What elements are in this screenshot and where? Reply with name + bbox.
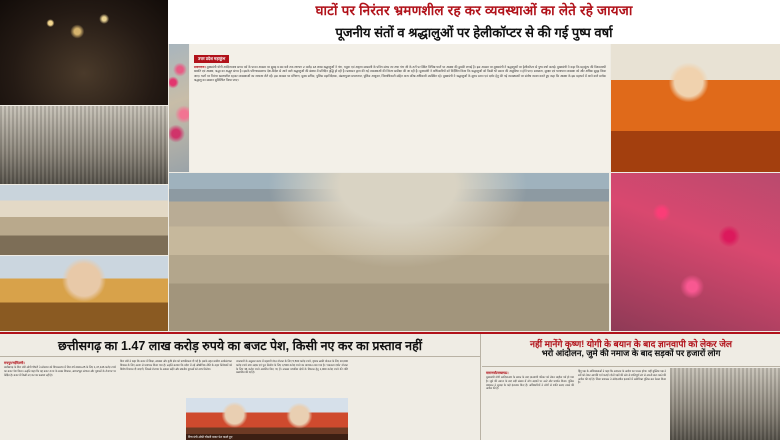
photo-helicopter-petal-rain [611, 173, 780, 331]
column-divider [480, 334, 481, 440]
photo-priest-flower-shower [611, 44, 780, 172]
lead-article [190, 44, 610, 172]
br-column-1-head: वाराणसी/लखनऊ। [486, 371, 509, 375]
br-column-1-text: मुख्यमंत्री योगी आदित्यनाथ के बयान के बाद ज्ञानवापी परिसर को लेकर माहौल गर्म हो गया है। जुमे की नमाज के बाद बड़ी संख्या में लोग सड़कों पर उतरे और प्रदर्शन किया। पुलिस प्रशासन ने सुरक्षा के कड़े इंतजाम किए हैं। अधिकारियों ने लोगों से शांति बनाए रखने की अपील की है। [486, 376, 574, 391]
photo-bathing-ghat-pilgrims [169, 44, 189, 172]
top-headline-black-text: पूजनीय संतों व श्रद्धालुओं पर हेलीकॉप्टर से की गई पुष्प वर्षा [335, 24, 613, 40]
bl-column-1-head: रायपुर/नईदिल्ली। [4, 361, 25, 365]
photo-finance-minister-caption: वित्त मंत्री ओपी चौधरी बजट पेश करते हुए [186, 434, 348, 440]
photo-protest-crowd [670, 368, 780, 440]
bottom-right-headline [482, 334, 780, 364]
bottom-right-headline-red: नहीं मानेंगे कृष्ण! योगी के बयान के बाद ज्ञानवापी को लेकर जेल [530, 338, 732, 349]
bl-column-1 [4, 360, 116, 438]
bottom-left-rule [0, 356, 480, 357]
top-headline-black [168, 22, 780, 44]
article-kicker: उत्तर प्रदेश महाकुंभ [194, 55, 229, 63]
photo-night-aerial-ghat [0, 0, 168, 105]
photo-crowd-night-stage [0, 106, 168, 184]
photo-policeman-sadhu [0, 256, 168, 331]
bl-column-3-text: जानकारी के अनुसार बजट में महतारी वंदन योजना के लिए 5,500 करोड़ रुपये, कृषक उन्नति योजना के लिए 10,000 करोड़ रुपये तथा सड़क एवं पुल निर्माण के लिए 4,500 करोड़ रुपये का प्रावधान रखा गया है। 'रामलला दर्शन' योजना के लिए 36 करोड़ रुपये आवंटित किए गए हैं। नक्सल प्रभावित क्षेत्रों के विकास हेतु 1,000 करोड़ रुपये की राशि प्रस्तावित की गई है। [236, 360, 348, 375]
bottom-left-headline-text: छत्तीसगढ़ का 1.47 लाख करोड़ रुपये का बजट पेश, किसी नए कर का प्रस्ताव नहीं [58, 338, 422, 353]
article-dateline: प्रयागराज। [194, 65, 206, 69]
article-body: मुख्यमंत्री योगी आदित्यनाथ सगम पर्व के पावन अवसर पर सुबह 6:00 बजे तक लगभग 2 करोड़ 18 लाख श्रद्धालुओं ने गंगा, यमुना एवं अदृश्य सरस्वती के पवित्र संगम तट तथा गंगा जी के तटों पर स्थित विभिन्न घाटों पर आस्था की डुबकी लगाई है। इस अवसर पर मुख्यमंत्री ने श्रद्धालुओं पर हेलीकॉप्टर से पुष्प वर्षा कराई। मुख्यमंत्री ने कहा कि महाकुंभ की विश्वव्यापी ख्याति एवं आस्था, श्रद्धा का अद्भुत संगम है। इसके परिणामस्वरूप देश-विदेश से आने वाले श्रद्धालुओं की संख्या में प्रतिदिन वृद्धि हो रही है। प्रशासन द्वारा की गई व्यवस्थाओं की निरंतर समीक्षा की जा रही है। मुख्यमंत्री ने अधिकारियों को निर्देशित किया कि श्रद्धालुओं को किसी भी प्रकार की असुविधा न होने पाए। स्वच्छता, सुरक्षा एवं यातायात व्यवस्था को और अधिक सुदृढ़ किया जाए। घाटों पर निरंतर भ्रमणशील रहकर व्यवस्थाओं का जायजा लेते रहें। इस अवसर पर मंत्रिगण, मुख्य सचिव, पुलिस महानिदेशक, मंडलायुक्त प्रयागराज, पुलिस आयुक्त, जिलाधिकारी सहित अन्य वरिष्ठ अधिकारी उपस्थित रहे। मुख्यमंत्री ने श्रद्धालुओं के सुगम स्नान एवं दर्शन हेतु की गई व्यवस्थाओं पर संतोष व्यक्त करते हुए कहा कि आस्था के इस महापर्व में आने वाले प्रत्येक श्रद्धालु का सम्मान सुनिश्चित किया जाए। [194, 65, 606, 83]
bottom-left-headline [0, 336, 480, 354]
top-headline-red [168, 0, 780, 22]
article-dateline-line [194, 65, 606, 83]
bl-column-2-text: वित्त मंत्री ने कहा कि बजट में शिक्षा, स्वास्थ्य और कृषि क्षेत्र को प्राथमिकता दी गई है। इसके तहत ग्रामीण अधोसंरचना विकास के लिए अलग से प्रावधान किया गया है। उन्होंने बताया कि प्रदेश में नई औद्योगिक नीति के तहत निवेशकों को विशेष रियायत दी जाएगी, जिससे रोजगार के अवसर बढ़ेंगे और स्थानीय युवाओं को लाभ मिलेगा। [120, 360, 232, 371]
bottom-right-headline-black: भरो आंदोलन, जुमे की नमाज के बाद सड़कों पर हजारों लोग [541, 348, 721, 359]
photo-sangam-aerial-crowd [169, 173, 609, 331]
br-column-2-text: हिंदू पक्ष के अधिवक्ताओं ने कहा कि अदालत के आदेश का पालन होगा। वहीं मुस्लिम पक्ष ने सर्वे को लेकर आपत्ति दर्ज कराई। दोनों पक्षों की ओर से शांतिपूर्ण ढंग से अपनी बात रखने की अपील की गई है। जिला प्रशासन ने संवेदनशील इलाकों में अतिरिक्त पुलिस बल तैनात किया है। [578, 370, 666, 385]
top-headline-red-text: घाटों पर निरंतर भ्रमणशील रह कर व्यवस्थाओं का लेते रहे जायजा [315, 3, 633, 19]
bl-column-1-text: छत्तीसगढ़ के वित्त मंत्री ओपी चौधरी ने सोमवार को विधानसभा में वित्त वर्ष 2024-25 के लिए 1,47,446 करोड़ रुपये का बजट पेश किया। उन्होंने कहा कि यह बजट राज्य के समग्र विकास, आधारभूत संरचना और युवाओं के रोजगार पर केंद्रित है। बजट में किसी नए कर का प्रस्ताव नहीं है। [4, 366, 116, 377]
photo-tent-city-mela [0, 185, 168, 255]
bottom-right-rule [482, 366, 780, 367]
br-column-2 [578, 370, 666, 438]
photo-finance-minister-budget [186, 398, 348, 440]
br-column-1 [486, 370, 574, 438]
